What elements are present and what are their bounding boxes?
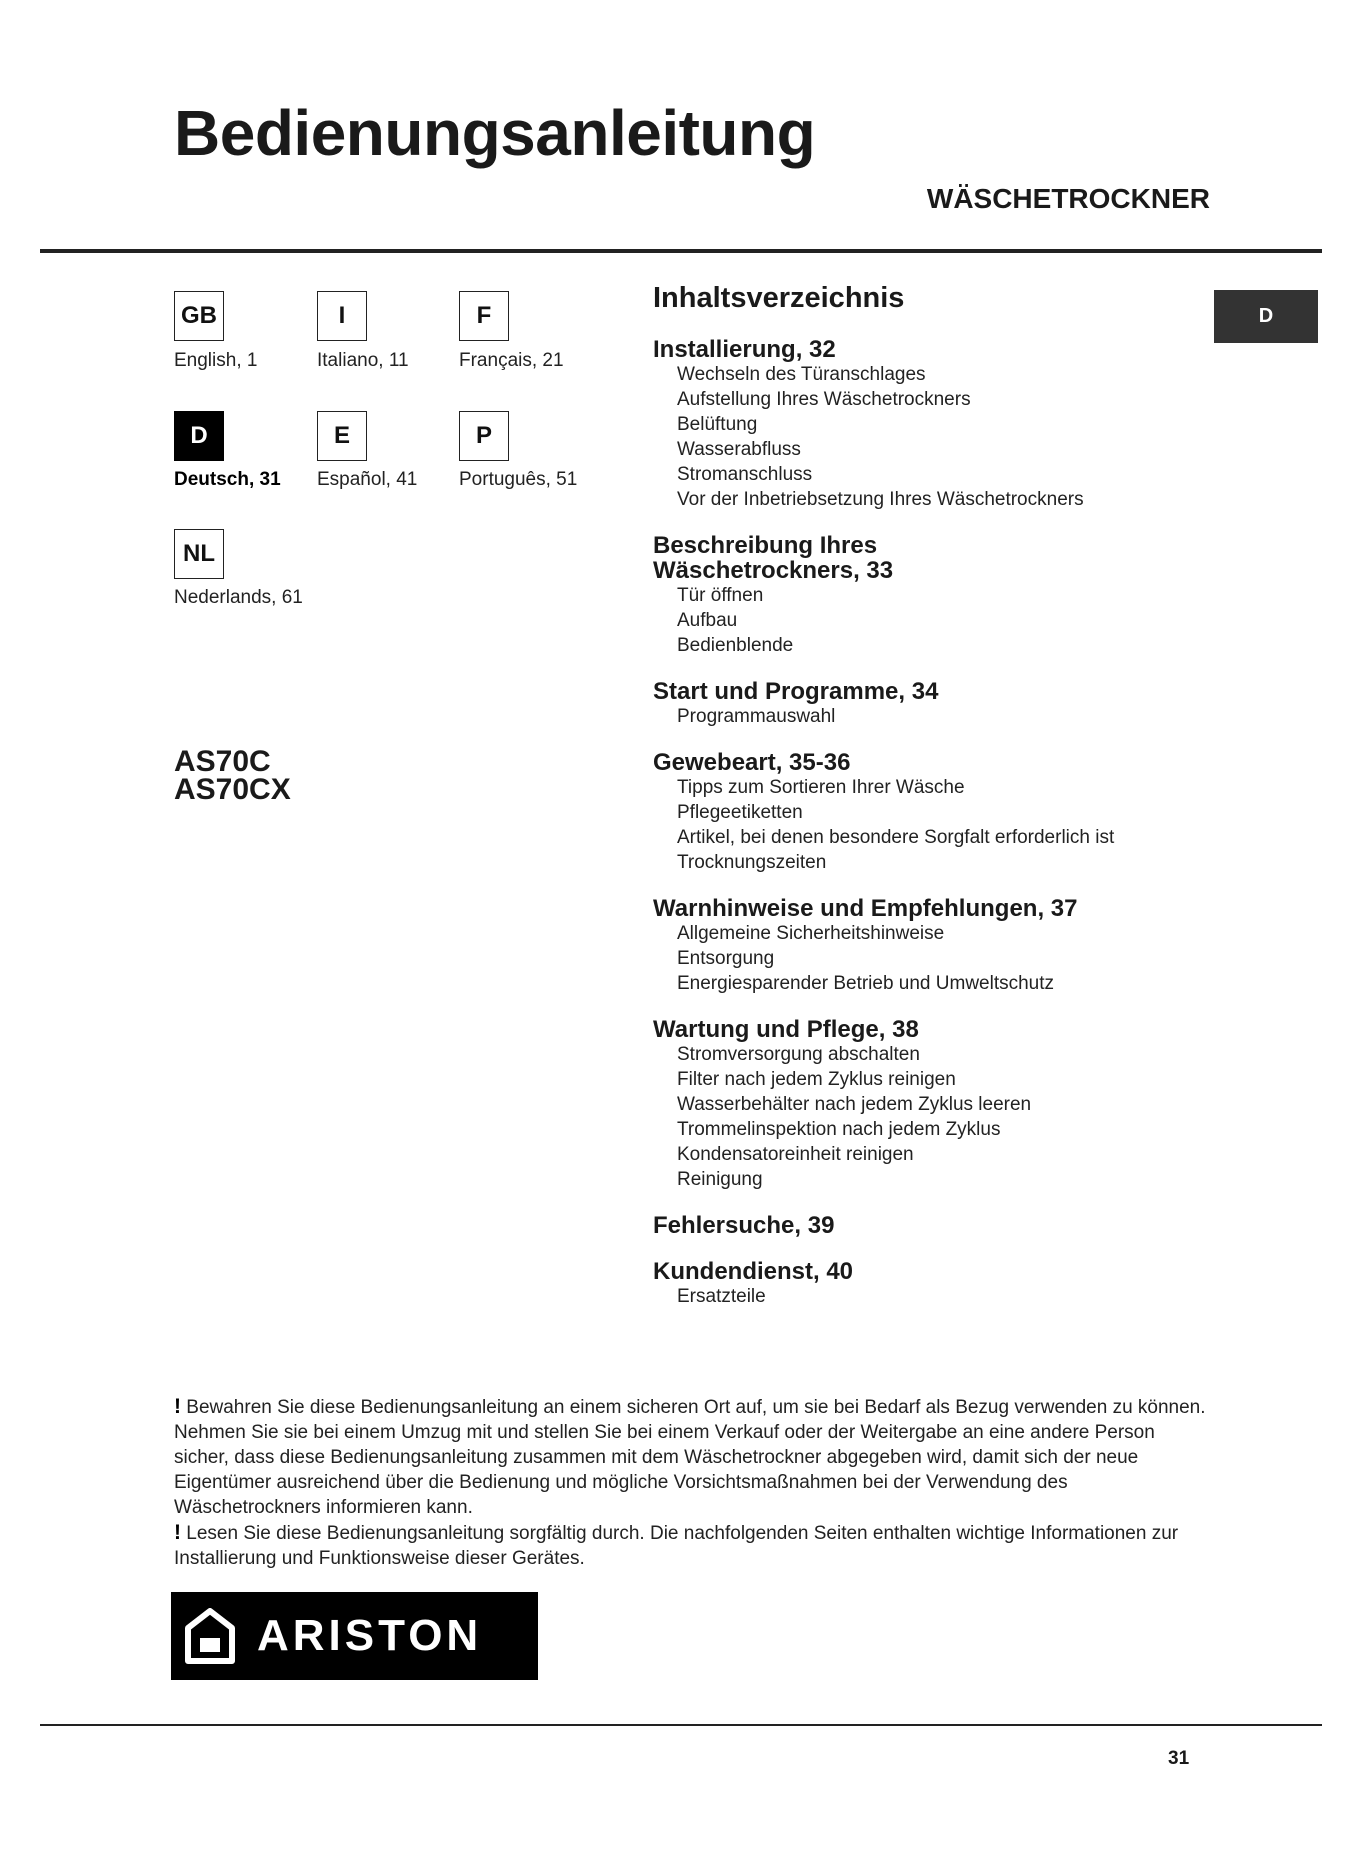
toc-item[interactable]: Kondensatoreinheit reinigen <box>677 1144 914 1165</box>
lang-code: I <box>317 291 367 341</box>
table-of-contents <box>653 282 1193 1330</box>
toc-section <box>653 1259 1193 1309</box>
toc-section <box>653 750 1193 875</box>
toc-item[interactable]: Stromversorgung abschalten <box>677 1044 920 1065</box>
toc-section-title[interactable]: Beschreibung Ihres Wäschetrockners, 33 <box>653 532 894 584</box>
lang-box-f[interactable] <box>459 291 509 341</box>
lang-label-nl[interactable]: Nederlands, 61 <box>174 587 303 608</box>
toc-section-title[interactable]: Fehlersuche, 39 <box>653 1212 835 1239</box>
toc-section <box>653 533 1193 658</box>
toc-item[interactable]: Stromanschluss <box>677 464 813 485</box>
note-text: Bewahren Sie diese Bedienungsanleitung an einem sicheren Ort auf, um sie bei Bedarf als Bezug verwenden zu können. Nehmen Sie sie bei einem Umzug mit und stellen Sie bei einem Verkauf oder der Weitergabe an eine andere Person sicher, dass diese Bedienungsanleitung zusammen mit dem Wäschetrockner abgegeben wird, damit sich der neue Eigentümer ausreichend über die Bedienung und mögliche Vorsichtsmaßnahmen bei der Verwendung des Wäschetrockners informieren kann. <box>174 1397 1206 1518</box>
bottom-divider <box>40 1724 1322 1726</box>
toc-section <box>653 337 1193 512</box>
house-icon <box>185 1608 235 1664</box>
lang-code: NL <box>174 529 224 579</box>
lang-label-p[interactable]: Português, 51 <box>459 469 578 490</box>
toc-section-title[interactable]: Start und Programme, 34 <box>653 678 939 705</box>
toc-section <box>653 1213 1193 1238</box>
toc-item[interactable]: Allgemeine Sicherheitshinweise <box>677 923 945 944</box>
toc-item[interactable]: Filter nach jedem Zyklus reinigen <box>677 1069 956 1090</box>
lang-box-gb[interactable] <box>174 291 224 341</box>
toc-section <box>653 1017 1193 1192</box>
model-name: AS70CX <box>174 773 291 806</box>
lang-label-i[interactable]: Italiano, 11 <box>317 350 409 371</box>
toc-section-title[interactable]: Kundendienst, 40 <box>653 1258 854 1285</box>
lang-label-f[interactable]: Français, 21 <box>459 350 564 371</box>
lang-code: F <box>459 291 509 341</box>
language-tab: D <box>1214 290 1318 343</box>
lang-code: GB <box>174 291 224 341</box>
toc-item[interactable]: Energiesparender Betrieb und Umweltschutz <box>677 973 1055 994</box>
toc-item[interactable]: Programmauswahl <box>677 706 836 727</box>
toc-item[interactable]: Artikel, bei denen besondere Sorgfalt erforderlich ist <box>677 827 1115 848</box>
lang-box-e[interactable] <box>317 411 367 461</box>
lang-box-d[interactable] <box>174 411 224 461</box>
ariston-logo <box>171 1592 538 1680</box>
toc-item[interactable]: Wechseln des Türanschlages <box>677 364 926 385</box>
toc-item[interactable]: Tür öffnen <box>677 585 764 606</box>
toc-section-title[interactable]: Warnhinweise und Empfehlungen, 37 <box>653 895 1078 922</box>
toc-item[interactable]: Tipps zum Sortieren Ihrer Wäsche <box>677 777 965 798</box>
model-list <box>174 745 291 806</box>
lang-box-p[interactable] <box>459 411 509 461</box>
lang-box-i[interactable] <box>317 291 367 341</box>
exclamation-icon: ! <box>174 1395 181 1418</box>
toc-item[interactable]: Bedienblende <box>677 635 794 656</box>
lang-label-gb[interactable]: English, 1 <box>174 350 258 371</box>
toc-item[interactable]: Entsorgung <box>677 948 775 969</box>
toc-item[interactable]: Trocknungszeiten <box>677 852 827 873</box>
lang-code: P <box>459 411 509 461</box>
toc-item[interactable]: Pflegeetiketten <box>677 802 803 823</box>
page-number: 31 <box>1168 1748 1190 1769</box>
top-divider <box>40 249 1322 253</box>
brand-name: ARISTON <box>257 1611 483 1660</box>
lang-label-d[interactable]: Deutsch, 31 <box>174 469 281 490</box>
toc-item[interactable]: Wasserbehälter nach jedem Zyklus leeren <box>677 1094 1032 1115</box>
note-paragraph <box>174 1520 1214 1571</box>
model-name: AS70C <box>174 745 271 778</box>
lang-label-e[interactable]: Español, 41 <box>317 469 418 490</box>
toc-item[interactable]: Aufstellung Ihres Wäschetrockners <box>677 389 971 410</box>
toc-title: Inhaltsverzeichnis <box>653 282 905 314</box>
toc-section-title[interactable]: Installierung, 32 <box>653 336 836 363</box>
toc-section <box>653 679 1193 729</box>
note-text: Lesen Sie diese Bedienungsanleitung sorgfältig durch. Die nachfolgenden Seiten enthalten wichtige Informationen zur Installierung und Funktionsweise dieser Gerätes. <box>174 1523 1179 1569</box>
lang-code: E <box>317 411 367 461</box>
toc-section-title[interactable]: Wartung und Pflege, 38 <box>653 1016 919 1043</box>
lang-code: D <box>174 411 224 461</box>
notes <box>174 1394 1214 1571</box>
product-type: WÄSCHETROCKNER <box>926 183 1210 214</box>
page-title: Bedienungsanleitung <box>174 97 816 169</box>
toc-section-title[interactable]: Gewebeart, 35-36 <box>653 749 851 776</box>
lang-box-nl[interactable] <box>174 529 224 579</box>
toc-item[interactable]: Trommelinspektion nach jedem Zyklus <box>677 1119 1001 1140</box>
toc-item[interactable]: Reinigung <box>677 1169 763 1190</box>
toc-item[interactable]: Wasserabfluss <box>677 439 801 460</box>
note-paragraph <box>174 1394 1214 1520</box>
exclamation-icon: ! <box>174 1521 181 1544</box>
toc-item[interactable]: Vor der Inbetriebsetzung Ihres Wäschetrockners <box>677 489 1084 510</box>
toc-item[interactable]: Belüftung <box>677 414 758 435</box>
toc-section <box>653 896 1193 996</box>
toc-item[interactable]: Ersatzteile <box>677 1286 766 1307</box>
toc-item[interactable]: Aufbau <box>677 610 738 631</box>
